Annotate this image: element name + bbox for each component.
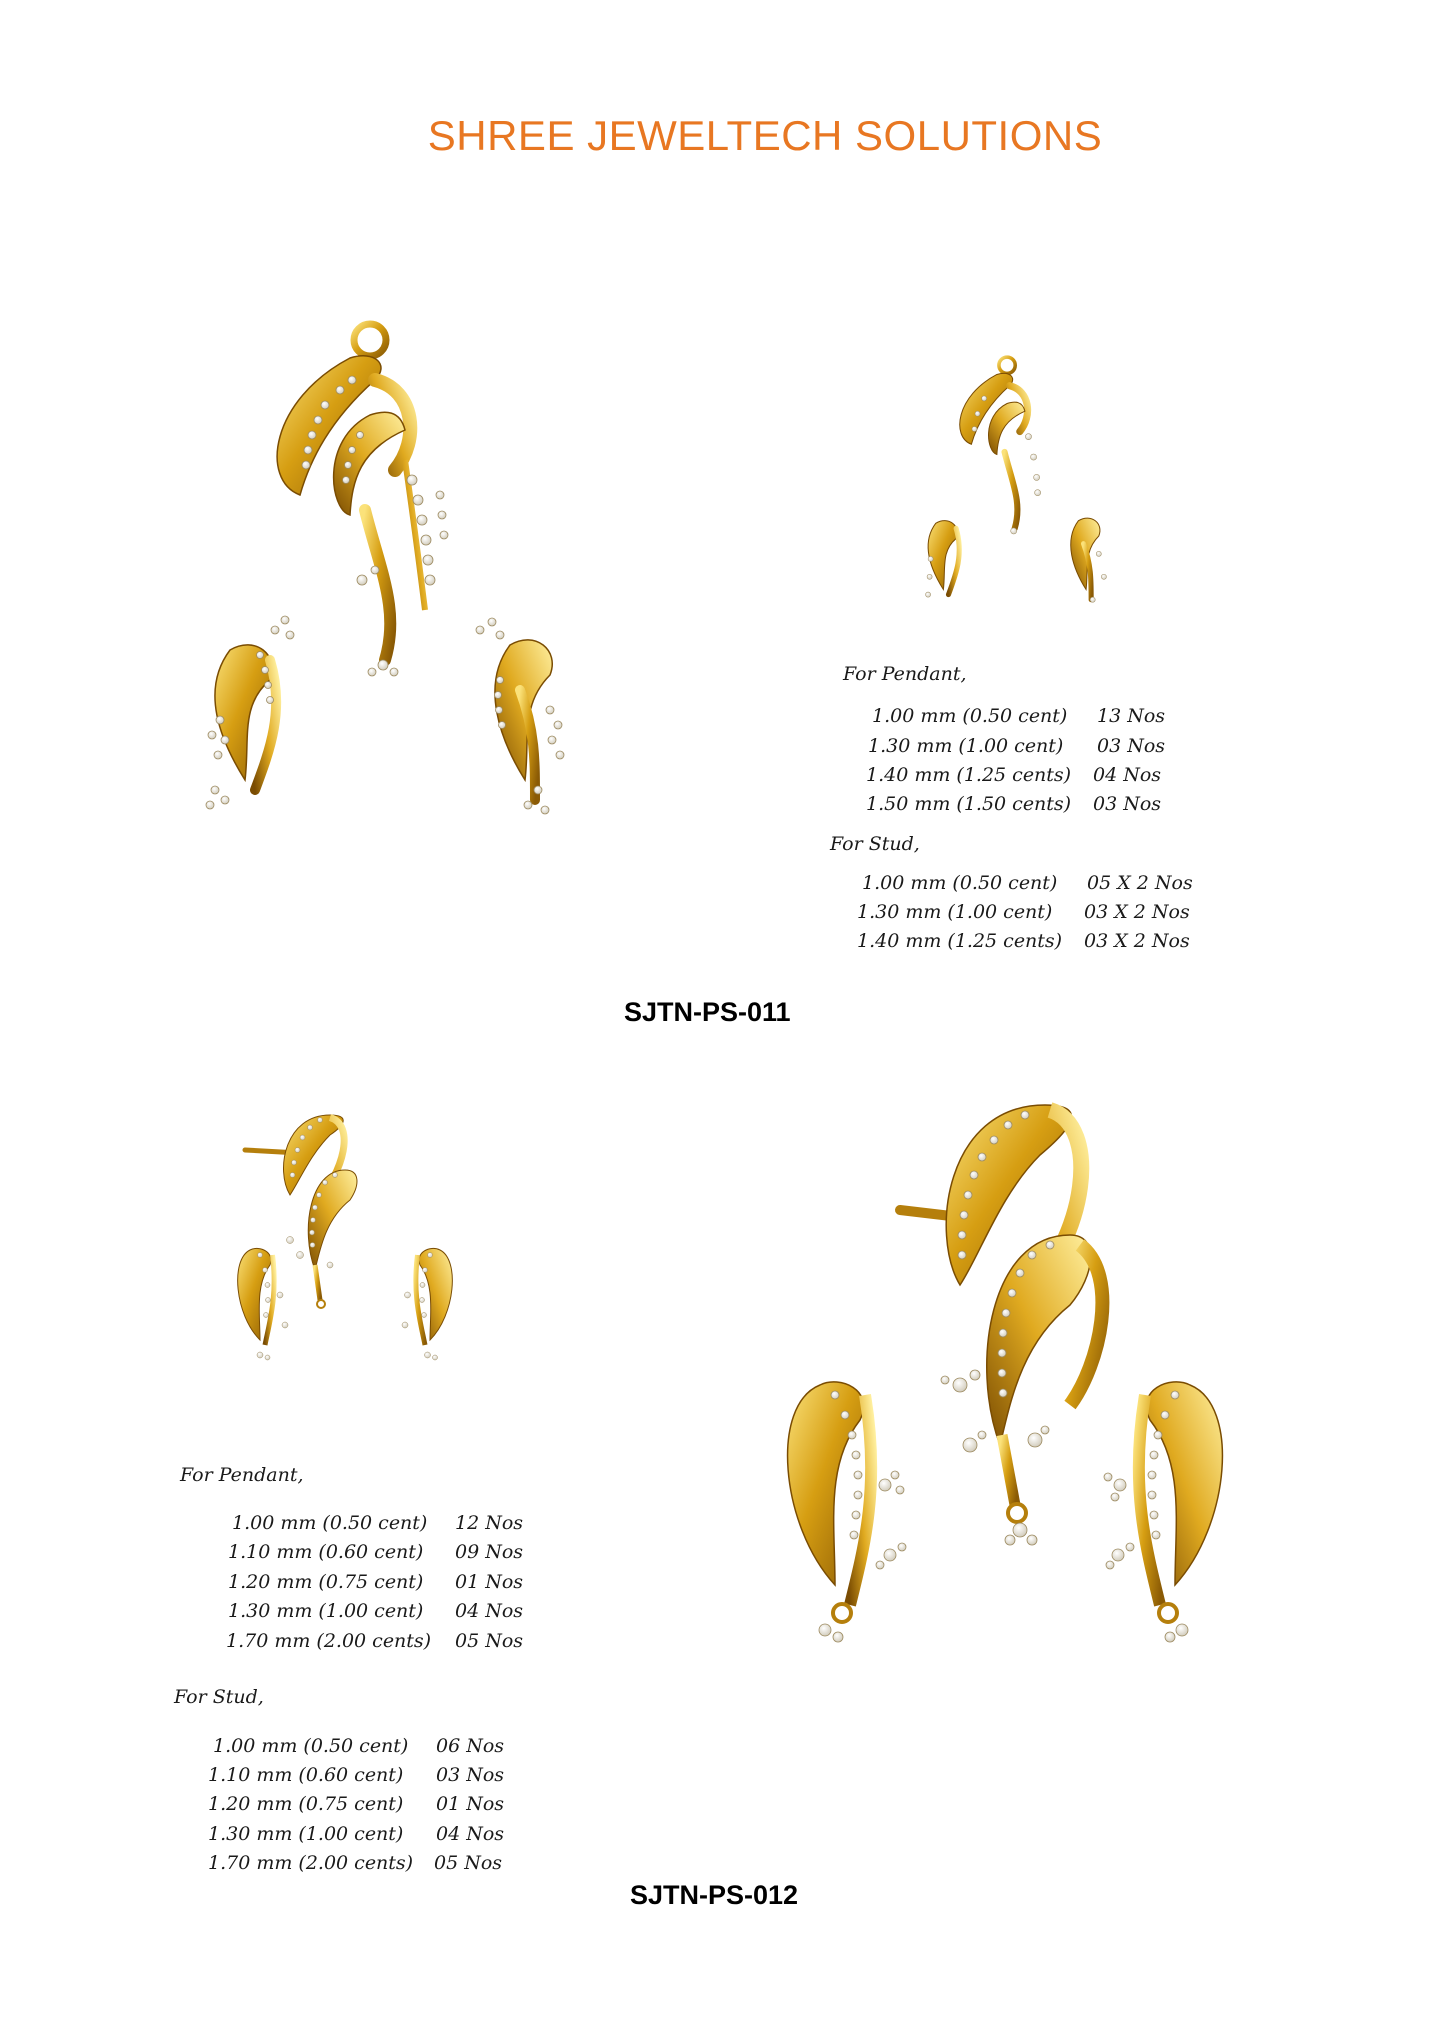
company-title: SHREE JEWELTECH SOLUTIONS [427, 112, 1103, 159]
spec-block-sjtn-ps-011: For Pendant, 1.00 mm (0.50 cent) 13 Nos 1.30 mm (1.00 cent) 03 Nos 1.40 mm (1.25 cents) 04 Nos 1.50 mm (1.50 cents) 03 Nos For Stud, 1.00 mm (0.50 cent) 05 X 2 Nos 1.30 mm (1.00 cent) 03 X 2 Nos 1.40 mm (1.25 cents) 03 X 2 Nos [830, 663, 1193, 952]
spec-block-sjtn-ps-012: For Pendant, 1.00 mm (0.50 cent) 12 Nos 1.10 mm (0.60 cent) 09 Nos 1.20 mm (0.75 cent) 01 Nos 1.30 mm (1.00 cent) 04 Nos 1.70 mm (2.00 cents) 05 Nos For Stud, 1.00 mm (0.50 cent) 06 Nos 1.10 mm (0.60 cent) 03 Nos 1.20 mm (0.75 cent) 01 Nos 1.30 mm (1.00 cent) 04 Nos 1.70 mm (2.00 cents) 05 Nos [174, 1464, 524, 1874]
stud-label: For Stud, [174, 1686, 264, 1708]
stud-label: For Stud, [830, 833, 920, 855]
product-code: SJTN-PS-011 [624, 997, 791, 1027]
pendant-label: For Pendant, [180, 1464, 304, 1486]
product-code: SJTN-PS-012 [630, 1880, 799, 1910]
pendant-label: For Pendant, [843, 663, 967, 685]
